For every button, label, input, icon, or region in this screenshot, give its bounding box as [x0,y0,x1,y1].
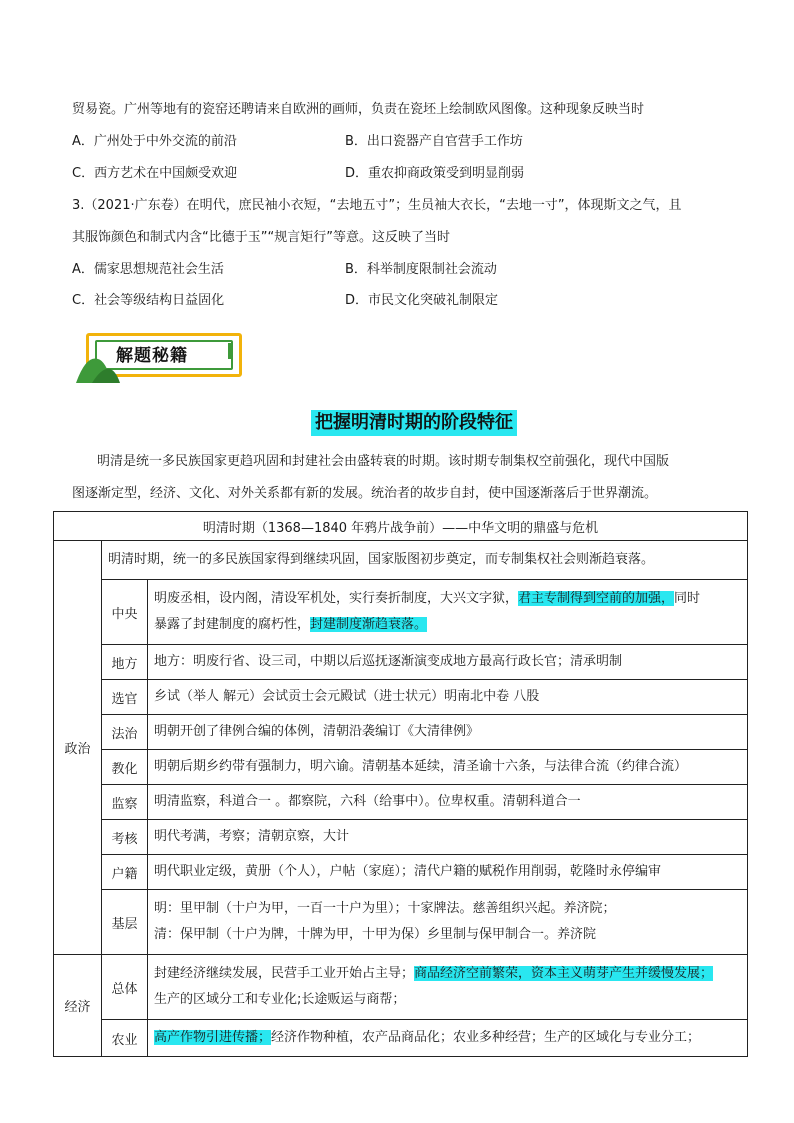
agriculture-text: 经济作物种植，农产品商品化；农业多种经营；生产的区域化与专业分工； [271,1030,701,1045]
grassroots-line1: 明：里甲制（十户为甲，一百一十户为里）；十家牌法。慈善组织兴起。养济院； [154,901,616,916]
row-label-central: 中央 [102,580,148,645]
row-text-overall [148,955,748,1020]
tips-badge [76,331,246,383]
row-label-law: 法治 [102,715,148,750]
row-text-selection: 乡试（举人 解元）会试贡士会元殿试（进士状元）明南北中卷 八股 [148,680,748,715]
central-text-a: 明废丞相，设内阁，清设军机处，实行奏折制度，大兴文字狱， [154,591,519,606]
row-text-household: 明代职业定级，黄册（个人），户帖（家庭）；清代户籍的赋税作用削弱，乾隆时永停编审 [148,855,748,890]
question2-option-d: D．重农抑商政策受到明显削弱 [345,166,525,181]
category-politics: 政治 [54,541,102,955]
category-economy: 经济 [54,955,102,1057]
badge-label: 解题秘籍 [116,346,188,366]
row-label-selection: 选官 [102,680,148,715]
question2-stem-tail: 贸易瓷。广州等地有的瓷窑还聘请来自欧洲的画师，负责在瓷坯上绘制欧风图像。这种现象反映当时 [72,102,645,117]
row-text-grassroots [148,890,748,955]
intro-line2: 图逐渐定型，经济、文化、对外关系都有新的发展。统治者的故步自封，使中国逐渐落后于世界潮流。 [72,486,658,501]
row-label-agriculture: 农业 [102,1020,148,1057]
question3-option-d: D．市民文化突破礼制限定 [345,293,499,308]
overall-text-b: 生产的区域分工和专业化;长途贩运与商帮； [154,992,406,1007]
row-label-grassroots: 基层 [102,890,148,955]
row-text-local: 地方：明废行省、设三司，中期以后巡抚逐渐演变成地方最高行政长官；清承明制 [148,645,748,680]
row-text-law: 明朝开创了律例合编的体例，清朝沿袭编订《大清律例》 [148,715,748,750]
row-text-assessment: 明代考满，考察；清朝京察，大计 [148,820,748,855]
row-label-supervision: 监察 [102,785,148,820]
row-text-supervision: 明清监察，科道合一 。都察院，六科（给事中）。位卑权重。清朝科道合一 [148,785,748,820]
question2-option-b: B．出口瓷器产自官营手工作坊 [345,134,523,149]
overall-text-a: 封建经济继续发展，民营手工业开始占主导； [154,966,415,981]
row-label-local: 地方 [102,645,148,680]
row-text-central [148,580,748,645]
question3-option-c: C．社会等级结构日益固化 [72,293,225,308]
agriculture-highlight: 高产作物引进传播； [154,1030,272,1045]
badge-accent-mark [228,343,231,359]
table-header: 明清时期（1368—1840 年鸦片战争前）——中华文明的鼎盛与危机 [54,512,748,541]
central-highlight-1: 君主专制得到空前的加强， [518,591,675,606]
central-text-c: 暴露了封建制度的腐朽性， [154,617,311,632]
central-highlight-2: 封建制度渐趋衰落。 [310,617,428,632]
row-label-overall: 总体 [102,955,148,1020]
question2-option-a: A．广州处于中外交流的前沿 [72,134,237,149]
row-label-education: 教化 [102,750,148,785]
row-text-education: 明朝后期乡约带有强制力，明六谕。清朝基本延续，清圣谕十六条，与法律合流（约律合流） [148,750,748,785]
central-text-b: 同时 [674,591,701,606]
intro-line1: 明清是统一多民族国家更趋巩固和封建社会由盛转衰的时期。该时期专制集权空前强化，现代中国版 [97,454,670,469]
hill-icon [76,349,120,385]
row-label-household: 户籍 [102,855,148,890]
overall-highlight: 商品经济空前繁荣，资本主义萌芽产生并缓慢发展； [414,966,714,981]
section-title: 把握明清时期的阶段特征 [311,410,517,436]
question2-option-c: C．西方艺术在中国颇受欢迎 [72,166,238,181]
question3-stem-line2: 其服饰颜色和制式内含“比德于玉”“规言矩行”等意。这反映了当时 [72,230,450,245]
ming-qing-table [53,511,748,1057]
question3-option-b: B．科举制度限制社会流动 [345,262,497,277]
row-text-agriculture [148,1020,748,1057]
row-label-assessment: 考核 [102,820,148,855]
question3-stem-line1: 3.（2021·广东卷）在明代，庶民袖小衣短，“去地五寸”；生员袖大衣长，“去地一寸”，体现斯文之气，且 [72,198,682,213]
question3-option-a: A．儒家思想规范社会生活 [72,262,224,277]
grassroots-line2: 清：保甲制（十户为牌，十牌为甲，十甲为保）乡里制与保甲制合一。养济院 [154,927,597,942]
politics-summary: 明清时期，统一的多民族国家得到继续巩固，国家版图初步奠定，而专制集权社会则渐趋衰落。 [102,541,748,580]
